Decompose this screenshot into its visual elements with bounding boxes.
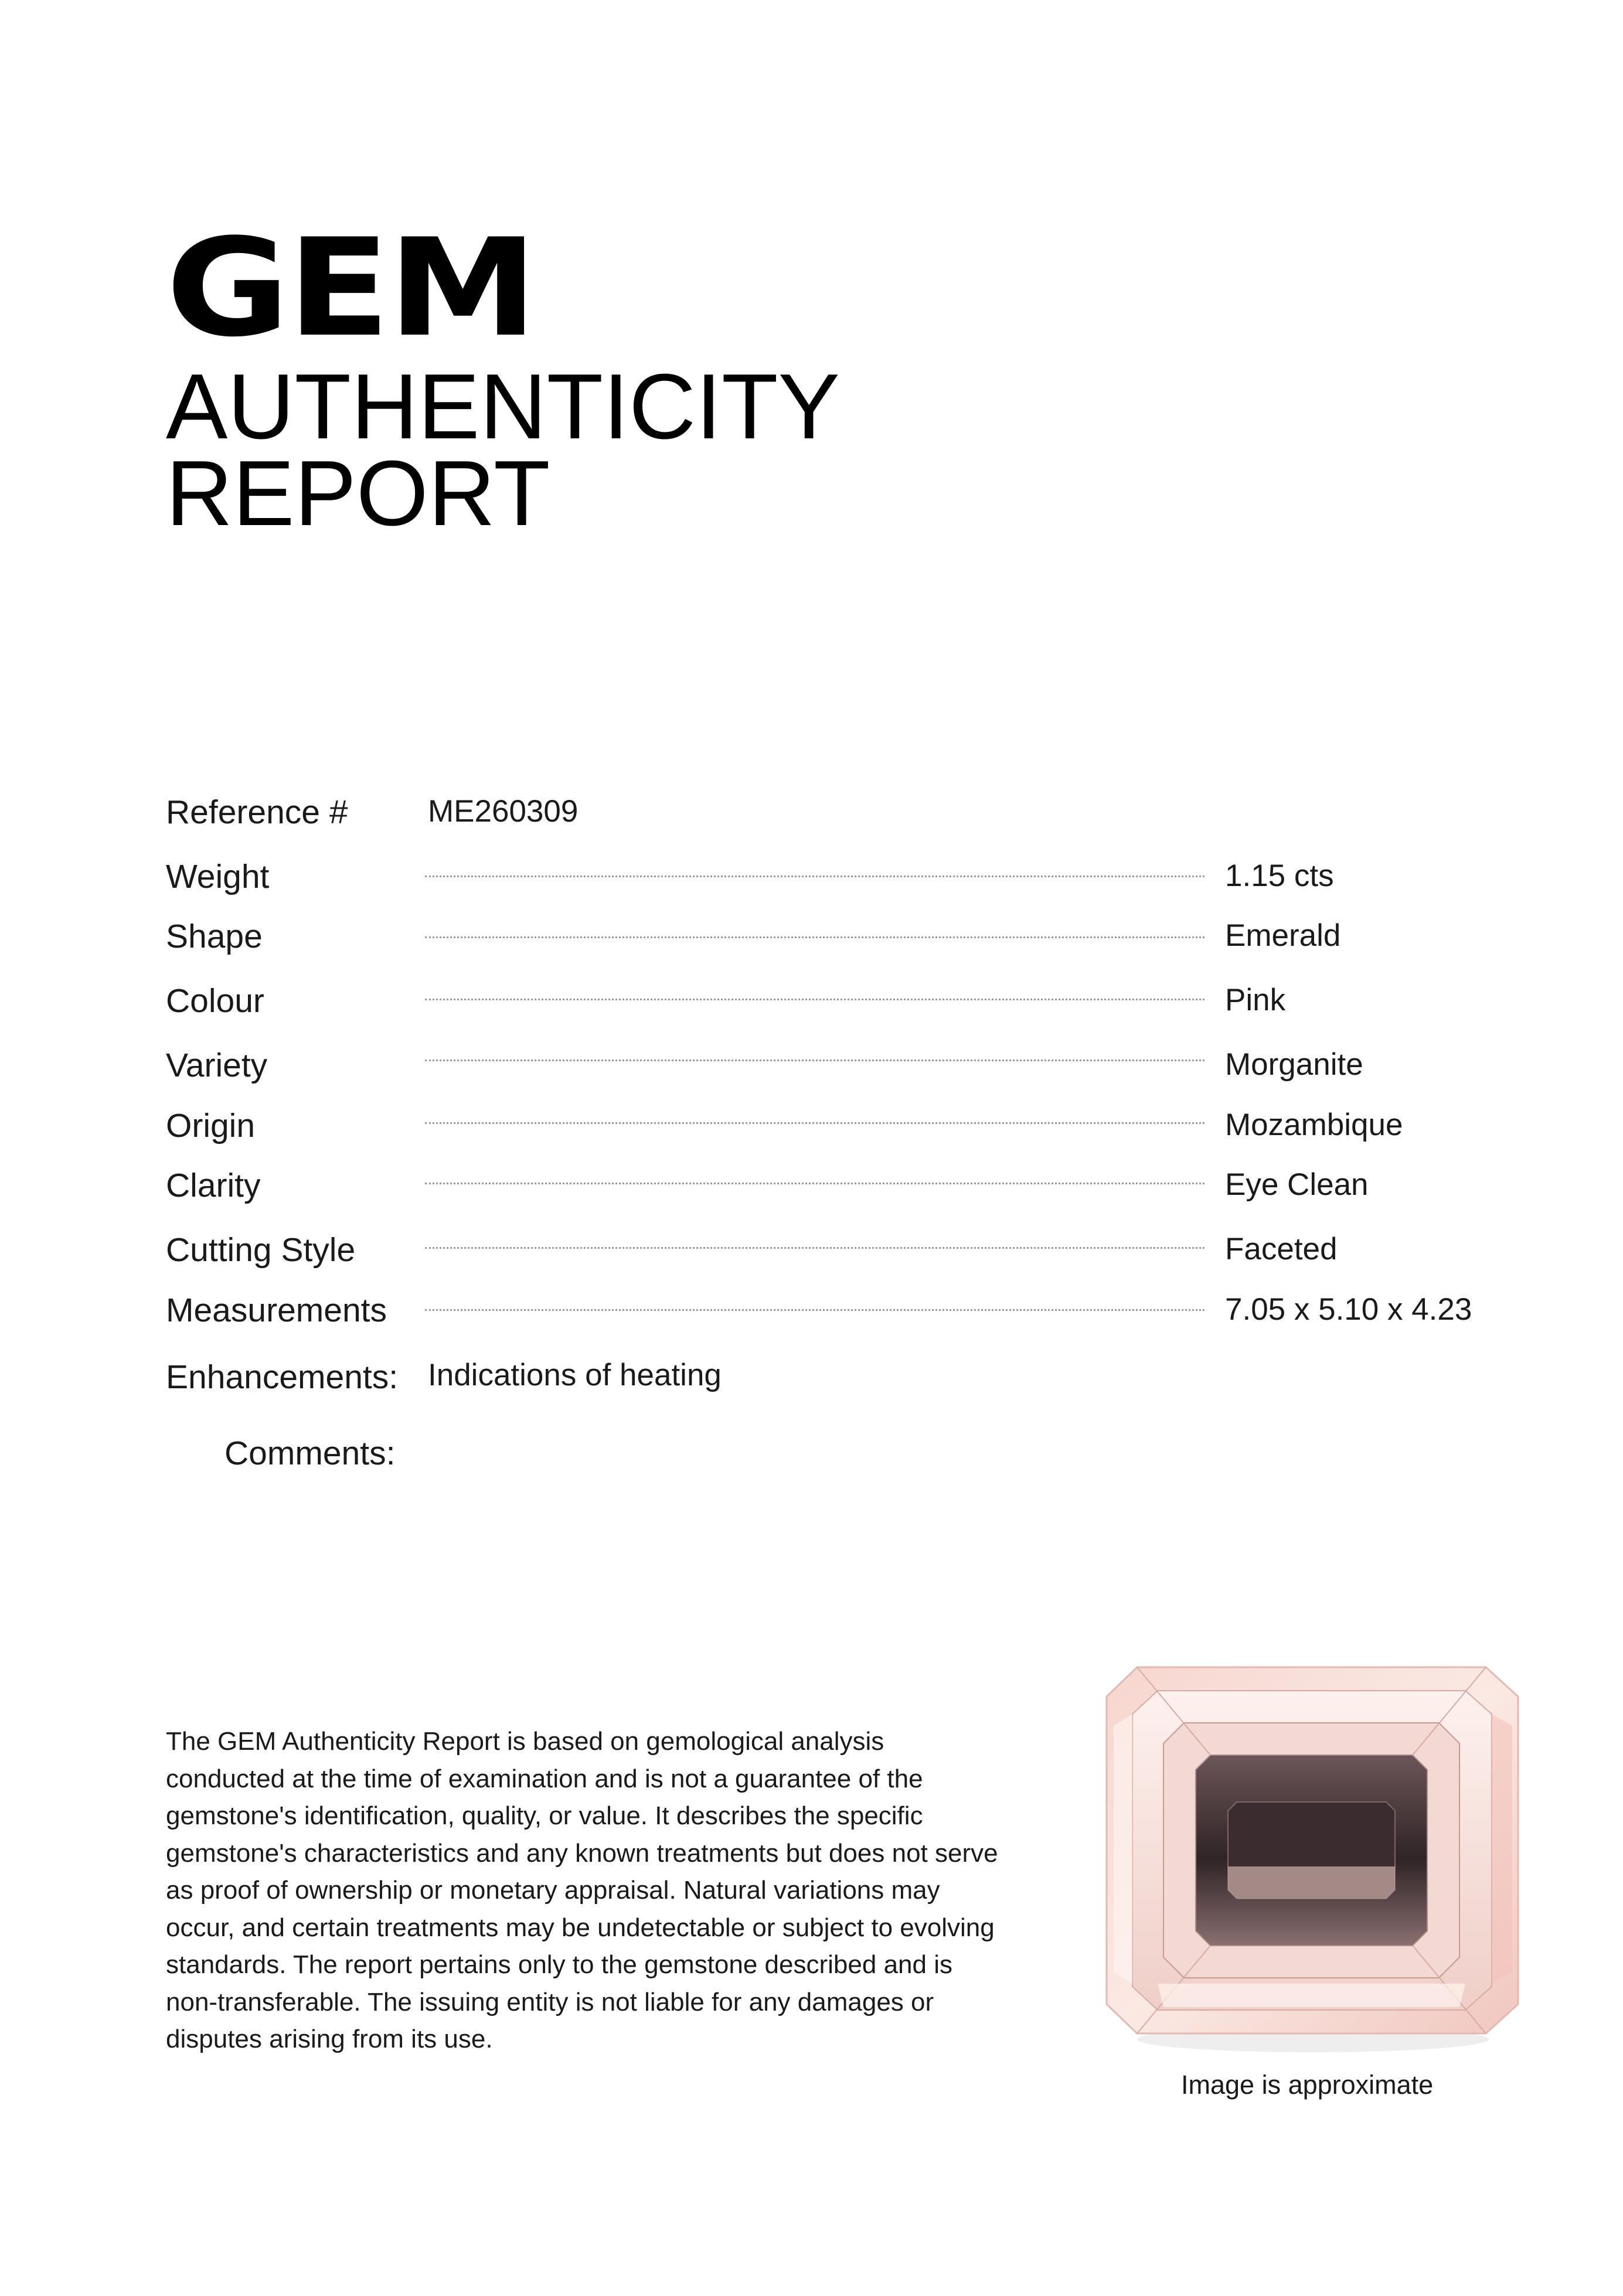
detail-value: Eye Clean <box>1225 1167 1369 1202</box>
enhancements-label: Enhancements: <box>166 1358 399 1396</box>
detail-label: Weight <box>166 858 270 895</box>
leader-dots <box>425 1183 1205 1184</box>
image-caption: Image is approximate <box>1181 2070 1434 2100</box>
leader-dots <box>425 936 1205 938</box>
detail-label: Cutting Style <box>166 1231 356 1269</box>
leader-dots <box>425 1247 1205 1249</box>
leader-dots <box>425 876 1205 877</box>
detail-label: Shape <box>166 918 263 955</box>
comments-label: Comments: <box>224 1435 396 1472</box>
detail-value: Morganite <box>1225 1047 1363 1082</box>
detail-label: Origin <box>166 1107 256 1144</box>
emerald-cut-gemstone-icon <box>1102 1655 1521 2057</box>
brand-title: GEM <box>166 210 536 367</box>
report-title-line-1: AUTHENTICITY <box>166 355 840 458</box>
detail-label: Colour <box>166 982 264 1020</box>
detail-value: Mozambique <box>1225 1108 1403 1142</box>
report-title-line-2: REPORT <box>166 442 550 545</box>
detail-label: Clarity <box>166 1167 261 1204</box>
detail-value: Emerald <box>1225 918 1341 953</box>
detail-value: 1.15 cts <box>1225 859 1334 893</box>
leader-dots <box>425 999 1205 1000</box>
leader-dots <box>425 1309 1205 1311</box>
detail-value: Pink <box>1225 983 1286 1017</box>
detail-value: 7.05 x 5.10 x 4.23 <box>1225 1292 1472 1327</box>
leader-dots <box>425 1122 1205 1124</box>
detail-label: Variety <box>166 1047 268 1084</box>
reference-value: ME260309 <box>428 794 579 829</box>
detail-label: Measurements <box>166 1292 387 1329</box>
enhancements-value: Indications of heating <box>428 1358 722 1392</box>
detail-value: Faceted <box>1225 1232 1338 1266</box>
disclaimer-text: The GEM Authenticity Report is based on gemological analysis conducted at the time of examination and is not a guarantee of the gemstone's identification, quality, or value. It describes the specific gemstone's characteristics and any known treatments but does not serve as proof of ownership or monetary appraisal. Natural variations may occur, and certain treatments may be undetectable or subject to evolving standards. The report pertains only to the gemstone described and is non-transferable. The issuing entity is not liable for any damages or disputes arising from its use. <box>166 1727 998 2053</box>
report-title <box>166 355 840 545</box>
reference-label: Reference # <box>166 793 348 831</box>
leader-dots <box>425 1060 1205 1061</box>
gemstone-image <box>1102 1655 1521 2057</box>
